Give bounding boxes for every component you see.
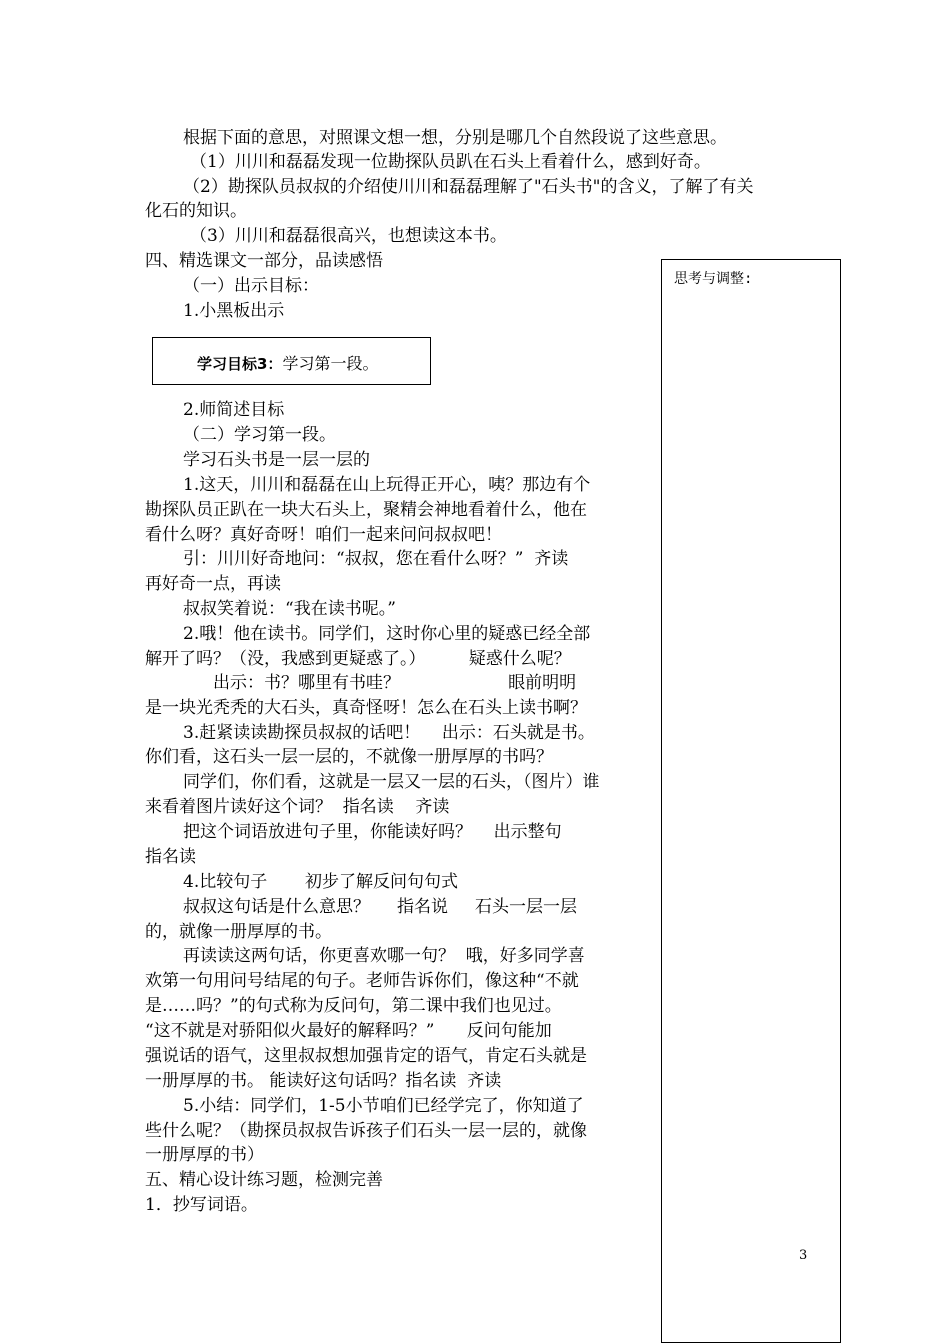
line-28: 叔叔这句话是什么意思？ 指名说 石头一层一层 (183, 897, 578, 917)
learning-goal-text (197, 351, 378, 374)
line-15: 再好奇一点，再读 (145, 574, 281, 594)
line-17: 2.哦！他在读书。同学们，这时你心里的疑惑已经全部 (183, 624, 591, 644)
line-31: 欢第一句用问号结尾的句子。老师告诉你们，像这种“不就 (145, 971, 579, 991)
notes-sidebar-box (661, 259, 841, 1343)
line-22: 你们看，这石头一层一层的，不就像一册厚厚的书吗？ (145, 747, 553, 767)
line-5: 四、精选课文一部分，品读感悟 (145, 251, 383, 271)
line-10: 学习石头书是一层一层的 (183, 450, 370, 470)
line-38: 一册厚厚的书） (145, 1145, 264, 1165)
line-19: 出示：书？哪里有书哇？ 眼前明明 (213, 673, 577, 693)
learning-goal-content: 学习第一段。 (282, 354, 379, 373)
line-11: 1.这天，川川和磊磊在山上玩得正开心，咦？那边有个 (183, 475, 591, 495)
line-25: 把这个词语放进句子里，你能读好吗？ 出示整句 (183, 822, 562, 842)
line-12: 勘探队员正趴在一块大石头上，聚精会神地看着什么，他在 (145, 500, 587, 520)
learning-goal-box (152, 337, 431, 385)
line-4: （3）川川和磊磊很高兴，也想读这本书。 (190, 226, 507, 246)
line-39: 五、精心设计练习题，检测完善 (145, 1170, 383, 1190)
line-9: （二）学习第一段。 (183, 425, 336, 445)
line-27: 4.比较句子 初步了解反问句句式 (183, 872, 459, 892)
line-33: “这不就是对骄阳似火最好的解释吗？” 反问句能加 (145, 1021, 552, 1041)
line-37: 些什么呢？（勘探员叔叔告诉孩子们石头一层一层的，就像 (145, 1121, 587, 1141)
notes-sidebar-title: 思考与调整: (674, 271, 753, 287)
line-1: （1）川川和磊磊发现一位勘探队员趴在石头上看着什么，感到好奇。 (190, 152, 711, 172)
line-0: 根据下面的意思，对照课文想一想，分别是哪几个自然段说了这些意思。 (183, 128, 727, 148)
line-32: 是……吗？”的句式称为反问句，第二课中我们也见过。 (145, 996, 562, 1016)
line-3: 化石的知识。 (145, 201, 247, 221)
line-23: 同学们，你们看，这就是一层又一层的石头，（图片）谁 (183, 772, 600, 792)
line-13: 看什么呀？真好奇呀！咱们一起来问问叔叔吧！ (145, 525, 502, 545)
line-34: 强说话的语气，这里叔叔想加强肯定的语气，肯定石头就是 (145, 1046, 587, 1066)
line-40: 1．抄写词语。 (145, 1195, 258, 1215)
line-18: 解开了吗？（没，我感到更疑惑了。） 疑惑什么呢？ (145, 649, 571, 669)
line-6: （一）出示目标： (183, 276, 319, 296)
line-29: 的，就像一册厚厚的书。 (145, 922, 332, 942)
line-20: 是一块光秃秃的大石头，真奇怪呀！怎么在石头上读书啊？ (145, 698, 587, 718)
line-30: 再读读这两句话，你更喜欢哪一句？ 哦，好多同学喜 (183, 946, 585, 966)
line-14: 引：川川好奇地问：“叔叔，您在看什么呀？” 齐读 (183, 549, 569, 569)
line-24: 来看着图片读好这个词？ 指名读 齐读 (145, 797, 450, 817)
line-21: 3.赶紧读读勘探员叔叔的话吧！ 出示：石头就是书。 (183, 723, 595, 743)
line-26: 指名读 (145, 847, 196, 867)
line-2: （2）勘探队员叔叔的介绍使川川和磊磊理解了"石头书"的含义，了解了有关 (183, 177, 754, 197)
line-36: 5.小结：同学们，1-5小节咱们已经学完了，你知道了 (183, 1096, 584, 1116)
learning-goal-label: 学习目标3： (197, 355, 283, 373)
line-16: 叔叔笑着说：“我在读书呢。” (183, 599, 396, 619)
line-35: 一册厚厚的书。 能读好这句话吗？指名读 齐读 (145, 1071, 502, 1091)
line-8: 2.师简述目标 (183, 400, 285, 420)
page-number: 3 (799, 1248, 808, 1263)
line-7: 1.小黑板出示 (183, 301, 285, 321)
